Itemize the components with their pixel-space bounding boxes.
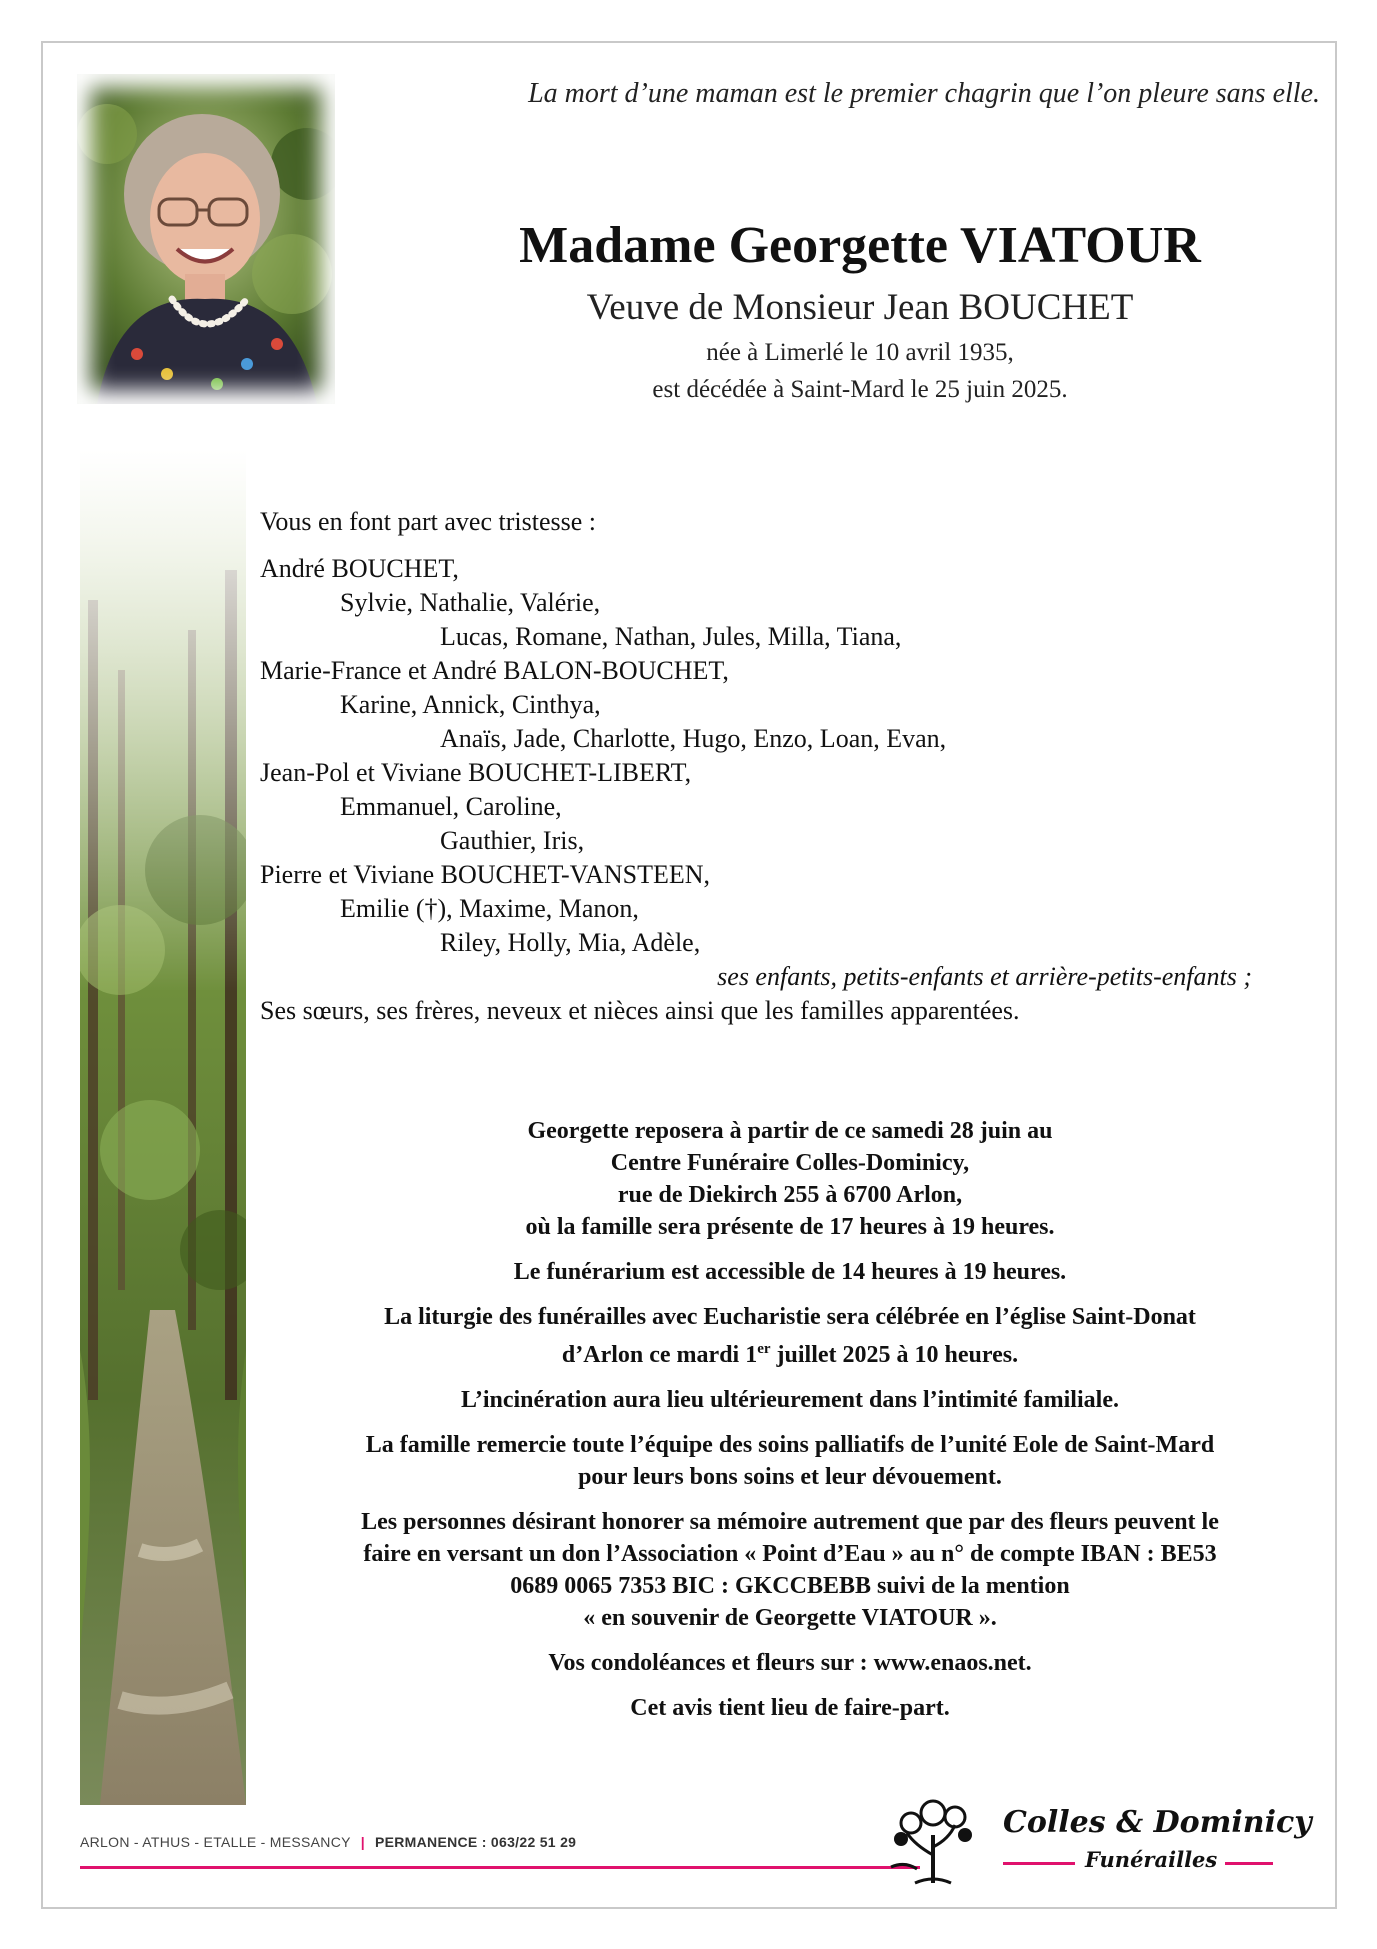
family-line: Pierre et Viviane BOUCHET-VANSTEEN, (260, 860, 711, 889)
brand-name: Colles & Dominicy (1003, 1805, 1312, 1840)
donation-line: 0689 0065 7353 BIC : GKCCBEBB suivi de la mention (510, 1573, 1070, 1599)
deceased-header (380, 210, 1340, 408)
footer-separator: | (360, 1834, 365, 1850)
donation-info (280, 1506, 1300, 1634)
donation-line: faire en versant un don l’Association « Point d’Eau » au n° de compte IBAN : BE53 (363, 1541, 1217, 1567)
death-line: est décédée à Saint-Mard le 25 juin 2025. (652, 376, 1068, 403)
visitation-info (280, 1115, 1300, 1243)
visitation-line: Georgette reposera à partir de ce samedi 28 juin au (527, 1118, 1053, 1144)
family-line: André BOUCHET, (260, 554, 459, 583)
visitation-line: Centre Funéraire Colles-Dominicy, (610, 1150, 970, 1176)
notice-info: Cet avis tient lieu de faire-part. (630, 1695, 950, 1721)
visitation-line: rue de Diekirch 255 à 6700 Arlon, (617, 1182, 963, 1208)
brand-accent-line (1225, 1862, 1273, 1865)
donation-line: « en souvenir de Georgette VIATOUR ». (583, 1605, 997, 1631)
portrait-photo (77, 74, 335, 404)
cremation-info: L’incinération aura lieu ultérieurement dans l’intimité familiale. (461, 1387, 1119, 1413)
visitation-line: où la famille sera présente de 17 heures à 19 heures. (525, 1214, 1055, 1240)
family-intro: Vous en font part avec tristesse : (260, 507, 596, 536)
deceased-name: Madame Georgette VIATOUR (519, 217, 1201, 274)
family-line: Jean-Pol et Viviane BOUCHET-LIBERT, (260, 758, 692, 787)
family-line: Riley, Holly, Mia, Adèle, (440, 928, 701, 957)
epigraph-quote: La mort d’une maman est le premier chagrin que l’on pleure sans elle. (528, 78, 1320, 109)
brand-subtitle: Funérailles (1085, 1847, 1218, 1872)
condolences-info: Vos condoléances et fleurs sur : www.enaos.net. (548, 1650, 1032, 1676)
family-relation: ses enfants, petits-enfants et arrière-petits-enfants ; (717, 962, 1252, 991)
brand-accent-line (1003, 1862, 1075, 1865)
family-line: Anaïs, Jade, Charlotte, Hugo, Enzo, Loan, Evan, (440, 724, 947, 753)
ordinal-superscript: er (757, 1341, 771, 1357)
birth-line: née à Limerlé le 10 avril 1935, (706, 339, 1014, 366)
thanks-line: La famille remercie toute l’équipe des soins palliatifs de l’unité Eole de Saint-Mard (365, 1432, 1215, 1458)
funeral-info (280, 1115, 1300, 1737)
forest-path-image (80, 450, 246, 1805)
family-line: Karine, Annick, Cinthya, (340, 690, 601, 719)
brand-logo (885, 1795, 1312, 1885)
footer-accent-line (80, 1866, 920, 1869)
family-line: Gauthier, Iris, (440, 826, 585, 855)
family-extended: Ses sœurs, ses frères, neveux et nièces ainsi que les familles apparentées. (260, 996, 1020, 1025)
family-line: Lucas, Romane, Nathan, Jules, Milla, Tiana, (440, 622, 902, 651)
footer-contact (80, 1834, 576, 1850)
thanks-info (280, 1429, 1300, 1493)
family-line: Sylvie, Nathalie, Valérie, (340, 588, 601, 617)
liturgy-info (280, 1301, 1300, 1371)
family-line: Marie-France et André BALON-BOUCHET, (260, 656, 729, 685)
widow-of: Veuve de Monsieur Jean BOUCHET (586, 287, 1134, 328)
footer-permanence: PERMANENCE : 063/22 51 29 (375, 1834, 577, 1850)
family-line: Emmanuel, Caroline, (340, 792, 562, 821)
liturgy-line: juillet 2025 à 10 heures. (770, 1342, 1019, 1368)
tree-logo-icon (885, 1795, 980, 1885)
family-line: Emilie (†), Maxime, Manon, (340, 894, 639, 923)
donation-line: Les personnes désirant honorer sa mémoire autrement que par des fleurs peuvent le (361, 1509, 1219, 1535)
liturgy-line: d’Arlon ce mardi 1 (561, 1342, 758, 1368)
funerarium-hours: Le funérarium est accessible de 14 heures à 19 heures. (513, 1259, 1067, 1285)
thanks-line: pour leurs bons soins et leur dévouement. (578, 1464, 1002, 1490)
liturgy-line: La liturgie des funérailles avec Eucharistie sera célébrée en l’église Saint-Donat (384, 1304, 1196, 1330)
family-list (260, 505, 1280, 1028)
footer-locations: ARLON - ATHUS - ETALLE - MESSANCY (80, 1834, 351, 1850)
